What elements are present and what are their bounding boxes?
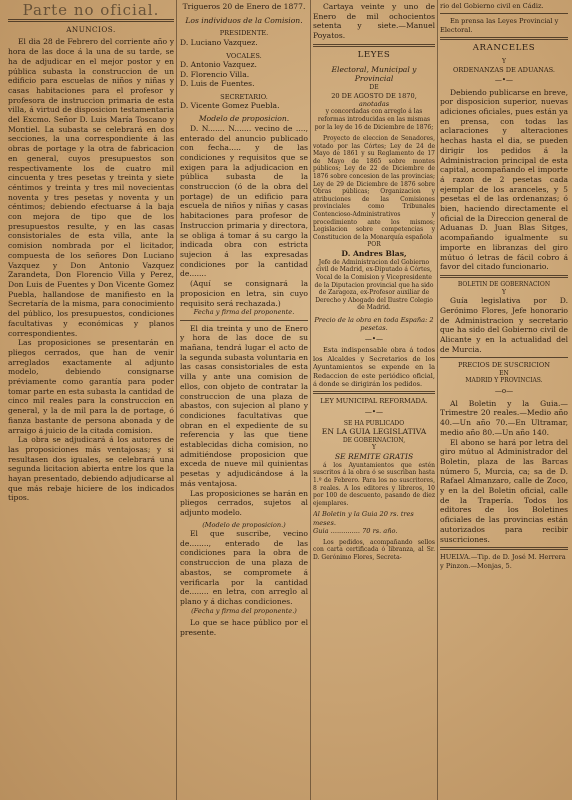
announcement-paragraph: El dia treinta y uno de Enero y hora de las doce de su mañana, tendrá lugar el acto de la segunda subasta voluntaria en las casas consistoriales de esta villa y ante una comision de ellos, con objeto de contratar la construccion de una plaza de abastos, con sujecion al plano y condiciones facultativas que obran en el expediente de su referencia y las que tiene establecidas dicha comision, no admitiéndose proposicion que exceda de nueve mil quinientas pesetas y adjudicándose á la más ventajosa. xyxy=(180,323,308,488)
project-text: Proyecto de eleccion de Senadores, votado por las Córtes; Ley de 24 de Mayo de 1861 y su Reglamento de 17 de Mayo de 1865 sobre montes públicos; Ley de 22 de Diciembre de 1876 sobre concesion de las provincias; Ley de 29 de Diciembre de 1876 sobre Obras públicas; Organizacion y atribuciones de las Comisiones provinciales como Tribunales Contencioso-Administrativos y procedimiento ante los mismos; Legislacion sobre competencias y Constitucion de la Monarquía española xyxy=(313,135,435,241)
annotated-label: anotadas xyxy=(358,99,390,108)
announcement-paragraph: Las proposiciones se presentarán en pliegos cerrados, que han de venir arreglados exactamente al adjunto modelo, debiendo consignarse préviamente como garantía para poder tomar parte en esta subasta la cantidad de cinco mil reales para la construccion en general, y la de mil para la de portage, ó fianza bastante de persona abonada y de arraigo á juicio de la citada comision. xyxy=(8,338,174,435)
section-heading: ANUNCIOS. xyxy=(66,24,116,34)
published-label: SE HA PUBLICADO xyxy=(343,419,405,427)
masthead-title: Parte no oficial. xyxy=(22,1,160,19)
leyes-de: DE xyxy=(369,83,379,91)
press-note: En prensa las Leyes Provincial y Electoral. xyxy=(440,17,559,34)
date-line: Trigueros 20 de Enero de 1877. xyxy=(182,2,306,11)
subscription-title: PRECIOS DE SUSCRICION xyxy=(457,361,551,370)
price-line: Guia .............. 70 rs. año. xyxy=(313,527,398,536)
model-text: El que suscribe, vecino de........, enterado de las condiciones para la obra de construccion de una plaza de abastos, se compromete á verificarla por la cantidad de........ en letra, con arreglo al plano y á dichas condiciones. xyxy=(180,529,308,606)
column-4: rio del Gobierno civil en Cádiz. En prensa las Leyes Provincial y Electoral. ARANCELES Y ORDENANZAS DE ADUANAS. —•— Debiendo publicarse en breve, por disposicion superior, nuevas adiciones oficiales, pues están ya en prensa, con todas las aclaraciones y alteraciones hechas hasta el dia, se pueden dirigir los pedidos á la Administracion principal de esta capital, acompañando el importe á razon de 2 pesetas cada ejemplar de los aranceles, y 5 pesetas el de las ordenanzas; ó bien, haciendo directamente el oficial de la Direccion general de Aduanas D. Juan Blas Sitges, acompañando igualmente su importe en libranzas del giro mútuo ó letras de fácil cobro á favor del citado funcionario. BOLETIN DE GOBERNACION Y Guía legislativa por D. Gerónimo Flores, Jefe honorario de Administracion y secretario que ha sido del Gobierno civil de Alicante y en la actualidad del de Murcia. PRECIOS DE SUSCRICION EN MADRID Y PROVINCIAS. —o— Al Boletin y la Guia.—Trimestre 20 reales.—Medio año 40.—Un año 70.—En Ultramar, medio año 80.—Un año 140. El abono se hará por letra del giro mútuo al Administrador del Boletin, plaza de las Barcas número 5, Murcia, ca; sa de D. Rafael Almanzaro, calle de Zoco, y en la del Boletin oficial, calle de la Trapería. Todos los editores de los Boletines oficiales de las provincias están autorizados para recibir suscriciones. HUELVA.—Tip. de D. José M. Herrera y Pinzon.—Monjas, 5. xyxy=(440,2,568,570)
connector: Y xyxy=(502,57,506,65)
price-line: Al Boletin y la Guia 20 rs. tres meses. xyxy=(313,510,414,527)
divider xyxy=(180,320,308,321)
price-paragraph: Al Boletin y la Guia.—Trimestre 20 reales.—Medio año 40.—Un año 70.—En Ultramar, medio año 80.—Un año 140. xyxy=(440,398,568,437)
leyes-title: LEYES xyxy=(357,49,391,60)
column-rule xyxy=(176,0,177,800)
concordance-text: y concordadas con arreglo á las reformas introducidas en las mismas por la ley de 16 de Diciembre de 1876; xyxy=(314,108,434,131)
column-rule xyxy=(437,0,438,800)
member-name: D. Florencio Villa. xyxy=(180,69,250,79)
guide-title: EN LA GUIA LEGISLATIVA xyxy=(321,427,427,437)
divider xyxy=(440,547,568,550)
free-label: SE REMITE GRATIS xyxy=(334,452,414,462)
column-2 xyxy=(180,0,308,800)
role-label: PRESIDENTE. xyxy=(219,29,269,38)
member-name: D. Vicente Gomez Puebla. xyxy=(180,101,280,111)
member-name: D. Luis de Fuentes. xyxy=(180,79,255,89)
role-label: VOCALES. xyxy=(226,51,262,60)
author-name: D. Andres Blas, xyxy=(341,249,407,259)
model-title: Modelo de proposicion. xyxy=(198,114,290,124)
guide-subtitle: DE GOBERNACION, xyxy=(342,436,406,444)
divider xyxy=(313,391,435,394)
signature-line: Fecha y firma del proponente. xyxy=(193,308,295,317)
divider xyxy=(440,275,568,278)
section-heading: LEY MUNICIPAL REFORMADA. xyxy=(320,397,428,406)
model-title: (Modelo de proposicion.) xyxy=(202,520,286,529)
signature-paragraph: Cartaya veinte y uno de Enero de mil ochocientos setenta y siete.—Manuel Poyatos. xyxy=(313,2,435,41)
model-note: (Aquí se consignará la proposicion en letra, sin cuyo requisito será rechazada.) xyxy=(180,279,308,308)
ordenanzas-title: ORDENANZAS DE ADUANAS. xyxy=(453,65,555,74)
column-rule xyxy=(310,0,311,800)
member-name: D. Luciano Vazquez. xyxy=(180,37,258,47)
en-label: EN xyxy=(499,369,509,377)
divider xyxy=(8,19,174,22)
member-name: D. Antonio Vazquez. xyxy=(180,59,257,69)
madrid-label: MADRID Y PROVINCIAS. xyxy=(465,377,543,385)
column-3: Cartaya veinte y uno de Enero de mil ochocientos setenta y siete.—Manuel Poyatos. LEYES Electoral, Municipal y Provincial DE 20 DE AGOSTO DE 1870, anotadas y concordadas con arreglo á las reformas introducidas en las mismas por la ley de 16 de Diciembre de 1876; Proyecto de eleccion de Senadores, votado por las Córtes; Ley de 24 de Mayo de 1861 y su Reglamento de 17 de Mayo de 1865 sobre montes públicos; Ley de 22 de Diciembre de 1876 sobre concesion de las provincias; Ley de 29 de Diciembre de 1876 sobre Obras públicas; Organizacion y atribuciones de las Comisiones provinciales como Tribunales Contencioso-Administrativos y procedimiento ante los mismos; Legislacion sobre competencias y Constitucion de la Monarquía española POR D. Andres Blas, Jefe de Administracion del Gobierno civil de Madrid, ex-Diputado á Córtes, Vocal de la Comision y Vicepresidente de la Diputacion provincial que ha sido de Zaragoza, ex-Profesor auxiliar de Derecho y Abogado del Ilustre Colegio de Madrid. Precio de la obra en toda España: 2 pesetas. —•— Esta indispensable obra á todos los Alcaldes y Secretarios de los Ayuntamientos se expende en la Redaccion de este periódico oficial, á donde se dirigirán los pedidos. LEY MUNICIPAL REFORMADA. —•— SE HA PUBLICADO EN LA GUIA LEGISLATIVA DE GOBERNACION, Y SE REMITE GRATIS á los Ayuntamientos que estén suscritos á la obra ó se suscriban hasta 1.º de Febrero. Para los no suscritores, 8 reales. A los editores y libreros, 10 por 100 de descuento, pasando de diez ejemplares. Al Boletin y la Guia 20 rs. tres meses. Guia .............. 70 rs. año. Los pedidos, acompañando sellos con carta certificada ó libranza, al Sr. D. Gerónimo Flores, Secreta- xyxy=(313,2,435,561)
price-line: Precio de la obra en toda España: 2 pesetas. xyxy=(314,315,434,333)
signature-line: (Fecha y firma del proponente.) xyxy=(191,606,297,615)
closing-line: Lo que se hace público por el presente. xyxy=(180,618,308,637)
members-title: Los individuos de la Comision. xyxy=(185,15,303,25)
printer-imprint: HUELVA.—Tip. de D. José M. Herrera y Pinzon.—Monjas, 5. xyxy=(440,553,566,570)
announcement-paragraph: El dia 28 de Febrero del corriente año y hora de las doce á la una de su tarde, se ha de adjudicar en el mejor postor y en pública subasta la construccion de un edificio para escuelas de niños y niñas y casas habitaciones para el profesor y profesora de instruccion primaria de esta villa, á virtud de disposicion testamentaria del Excmo. Señor D. Luis María Toscano y Montiel. La subasta se celebrará en dos secciones, la una correspondiente á las obras de portage y la otra de fabricacion en general, cuyos presupuestos son respectivamente los de cuatro mil cincuenta y tres pesetas y treinta y siete céntimos y treinta y tres mil novecientas noventa y tres pesetas y noventa y un céntimos; debiendo efectuarse á la baja con mejora de tipo que de los presupuestos resulte, y en las casas consistoriales de esta villa, ante la comision nombrada por el licitador, compuesta de los señores Don Luciano Vazquez y Don Antonio Vazquez Zarandeta, Don Florencio Villa y Perez, Don Luis de Fuentes y Don Vicente Gomez Puebla, hallandose de manifiesto en la Secretaría de la misma, para conocimiento del público, los presupuestos, condiciones facultativas y económicas y planos correspondientes. xyxy=(8,37,174,338)
model-text: D. N....... N....... vecino de ...., enterado del anuncio publicado con fecha..... y de las condiciones y requisitos que se exigen para la adjudicacion en pública subasta de la construccion (ó de la obra del portage) de un edificio para escuela de niños y niñas y casas habitaciones para profesor de Instruccion primaria y directora, se obliga á tomar á su cargo la indicada obra con estricta sujecion á las expresadas condiciones por la cantidad de....... xyxy=(180,123,308,279)
guide-description: Guía legislativa por D. Gerónimo Flores, Jefe honorario de Administracion y secretario que ha sido del Gobierno civil de Alicante y en la actualidad del de Murcia. xyxy=(440,296,568,354)
divider xyxy=(440,357,568,358)
por-label: POR xyxy=(367,241,381,249)
orders-text: Los pedidos, acompañando sellos con carta certificada ó libranza, al Sr. D. Gerónimo Flores, Secreta- xyxy=(313,538,435,561)
announcement-paragraph: La obra se adjudicará á los autores de las proposiciones más ventajosas; y si resultasen dos iguales, se celebrará una segunda licitacion abierta entre los que la hayan presentado, debiendo adjudicarse al que más rebaje hiciere de los indicados tipos. xyxy=(8,435,174,503)
role-label: SECRETARIO. xyxy=(220,93,268,102)
divider xyxy=(313,44,435,47)
connector: Y xyxy=(372,444,376,452)
announcement-paragraph: Esta indispensable obra á todos los Alcaldes y Secretarios de los Ayuntamientos se expende en la Redaccion de este periódico oficial, á donde se dirigirán los pedidos. xyxy=(313,346,435,389)
section-heading: BOLETIN DE GOBERNACION xyxy=(457,280,551,288)
announcement-paragraph: Debiendo publicarse en breve, por disposicion superior, nuevas adiciones oficiales, pues están ya en prensa, con todas las aclaraciones y alteraciones hechas hasta el dia, se pueden dirigir los pedidos á la Administracion principal de esta capital, acompañando el importe á razon de 2 pesetas cada ejemplar de los aranceles, y 5 pesetas el de las ordenanzas; ó bien, haciendo directamente el oficial de la Direccion general de Aduanas D. Juan Blas Sitges, acompañando igualmente su importe en libranzas del giro mútuo ó letras de fácil cobro á favor del citado funcionario. xyxy=(440,87,568,272)
payment-paragraph: El abono se hará por letra del giro mútuo al Administrador del Boletin, plaza de las Barcas número 5, Murcia, ca; sa de D. Rafael Almanzaro, calle de Zoco, y en la del Boletin oficial, calle de la Trapería. Todos los editores de los Boletines oficiales de las provincias están autorizados para recibir suscriciones. xyxy=(440,437,568,544)
connector: Y xyxy=(502,288,506,296)
leyes-subtitle: Electoral, Municipal y Provincial xyxy=(331,64,417,84)
continued-text: rio del Gobierno civil en Cádiz. xyxy=(440,2,544,10)
author-description: Jefe de Administracion del Gobierno civil de Madrid, ex-Diputado á Córtes, Vocal de la Comision y Vicepresidente de la Diputacion provincial que ha sido de Zaragoza, ex-Profesor auxiliar de Derecho y Abogado del Ilustre Colegio de Madrid. xyxy=(314,258,434,312)
column-1 xyxy=(8,0,174,800)
leyes-date: 20 DE AGOSTO DE 1870, xyxy=(331,91,417,100)
announcement-paragraph: Las proposiciones se harán en pliegos cerrados, sujetos al adjunto modelo. xyxy=(180,488,308,517)
divider xyxy=(440,13,568,14)
aranceles-title: ARANCELES xyxy=(472,43,536,54)
divider xyxy=(440,37,568,40)
subscription-text: á los Ayuntamientos que estén suscritos á la obra ó se suscriban hasta 1.º de Febrero. Para los no suscritores, 8 reales. A los editores y libreros, 10 por 100 de descuento, pasando de diez ejemplares. xyxy=(313,461,435,507)
